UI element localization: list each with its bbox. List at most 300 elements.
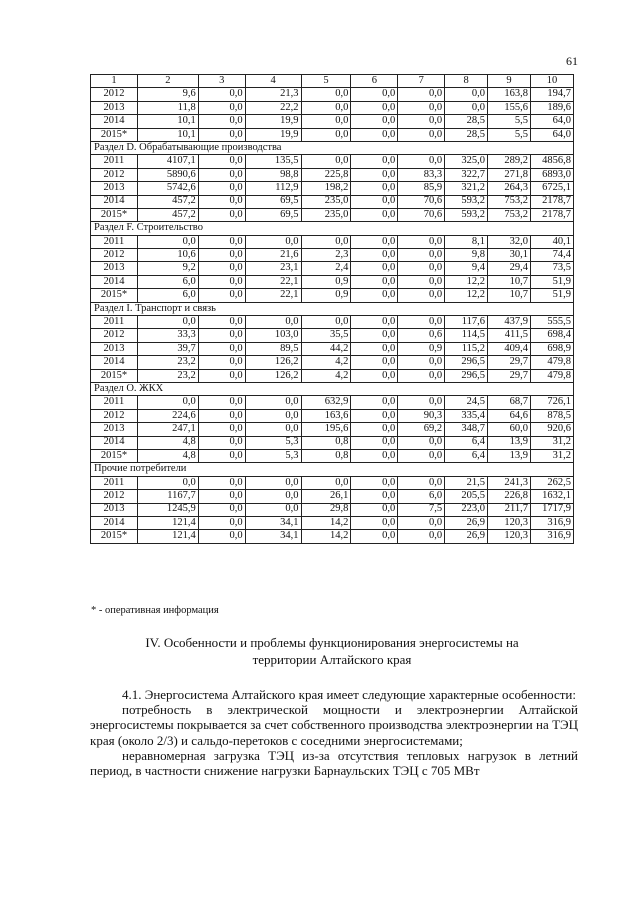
- value-cell: 0,0: [351, 516, 398, 529]
- value-cell: 0,0: [245, 503, 301, 516]
- table-row: [91, 155, 574, 168]
- value-cell: 6,4: [445, 449, 488, 462]
- value-cell: 335,4: [445, 409, 488, 422]
- section-heading: [90, 634, 574, 668]
- value-cell: 205,5: [445, 490, 488, 503]
- table-row: [91, 182, 574, 195]
- value-cell: 135,5: [245, 155, 301, 168]
- value-cell: 70,6: [398, 195, 445, 208]
- year-cell: 2012: [91, 88, 138, 101]
- value-cell: 0,0: [198, 208, 245, 221]
- value-cell: 0,0: [351, 329, 398, 342]
- value-cell: 28,5: [445, 115, 488, 128]
- value-cell: 0,0: [301, 88, 351, 101]
- value-cell: 163,6: [301, 409, 351, 422]
- year-cell: 2012: [91, 409, 138, 422]
- value-cell: 0,0: [398, 275, 445, 288]
- value-cell: 0,8: [301, 436, 351, 449]
- value-cell: 23,2: [137, 356, 198, 369]
- value-cell: 5890,6: [137, 168, 198, 181]
- table-body: [91, 75, 574, 544]
- value-cell: 325,0: [445, 155, 488, 168]
- value-cell: 28,5: [445, 128, 488, 141]
- header-row: [91, 75, 574, 88]
- value-cell: 21,3: [245, 88, 301, 101]
- year-cell: 2015*: [91, 369, 138, 382]
- value-cell: 10,7: [488, 275, 531, 288]
- year-cell: 2012: [91, 168, 138, 181]
- value-cell: 4107,1: [137, 155, 198, 168]
- header-cell: 5: [301, 75, 351, 88]
- value-cell: 195,6: [301, 423, 351, 436]
- value-cell: 7,5: [398, 503, 445, 516]
- year-cell: 2015*: [91, 128, 138, 141]
- value-cell: 264,3: [488, 182, 531, 195]
- year-cell: 2014: [91, 195, 138, 208]
- value-cell: 5742,6: [137, 182, 198, 195]
- table-row: [91, 88, 574, 101]
- value-cell: 0,0: [351, 195, 398, 208]
- table-row: [91, 476, 574, 489]
- value-cell: 69,2: [398, 423, 445, 436]
- value-cell: 457,2: [137, 195, 198, 208]
- value-cell: 0,0: [351, 409, 398, 422]
- value-cell: 878,5: [530, 409, 573, 422]
- value-cell: 155,6: [488, 101, 531, 114]
- value-cell: 0,0: [198, 316, 245, 329]
- value-cell: 13,9: [488, 436, 531, 449]
- year-cell: 2012: [91, 490, 138, 503]
- section-label: Прочие потребители: [91, 463, 574, 476]
- section-label: Раздел D. Обрабатывающие производства: [91, 141, 574, 154]
- year-cell: 2014: [91, 356, 138, 369]
- paragraph: 4.1. Энергосистема Алтайского края имеет следующие характерные особенности:: [122, 687, 577, 702]
- value-cell: 19,9: [245, 128, 301, 141]
- value-cell: 0,0: [398, 262, 445, 275]
- value-cell: 0,0: [198, 195, 245, 208]
- value-cell: 31,2: [530, 436, 573, 449]
- value-cell: 0,0: [398, 88, 445, 101]
- year-cell: 2015*: [91, 289, 138, 302]
- table-row: [91, 128, 574, 141]
- value-cell: 0,0: [301, 155, 351, 168]
- value-cell: 0,8: [301, 449, 351, 462]
- value-cell: 0,0: [198, 490, 245, 503]
- value-cell: 98,8: [245, 168, 301, 181]
- value-cell: 0,0: [198, 155, 245, 168]
- value-cell: 4,8: [137, 449, 198, 462]
- value-cell: 12,2: [445, 275, 488, 288]
- value-cell: 2,4: [301, 262, 351, 275]
- table-row: [91, 115, 574, 128]
- value-cell: 0,0: [445, 101, 488, 114]
- value-cell: 0,0: [198, 329, 245, 342]
- value-cell: 0,0: [351, 316, 398, 329]
- value-cell: 632,9: [301, 396, 351, 409]
- value-cell: 23,1: [245, 262, 301, 275]
- value-cell: 0,0: [198, 356, 245, 369]
- value-cell: 0,9: [301, 289, 351, 302]
- value-cell: 0,0: [351, 342, 398, 355]
- value-cell: 0,0: [198, 423, 245, 436]
- value-cell: 0,0: [351, 490, 398, 503]
- value-cell: 0,0: [398, 289, 445, 302]
- value-cell: 0,0: [351, 369, 398, 382]
- value-cell: 0,0: [351, 155, 398, 168]
- value-cell: 0,0: [398, 369, 445, 382]
- page-number: 61: [566, 54, 578, 68]
- value-cell: 29,7: [488, 369, 531, 382]
- value-cell: 0,0: [301, 316, 351, 329]
- year-cell: 2011: [91, 235, 138, 248]
- value-cell: 19,9: [245, 115, 301, 128]
- value-cell: 39,7: [137, 342, 198, 355]
- header-cell: 1: [91, 75, 138, 88]
- value-cell: 9,2: [137, 262, 198, 275]
- value-cell: 26,9: [445, 516, 488, 529]
- value-cell: 121,4: [137, 516, 198, 529]
- value-cell: 26,9: [445, 530, 488, 543]
- value-cell: 44,2: [301, 342, 351, 355]
- value-cell: 0,0: [351, 182, 398, 195]
- value-cell: 10,1: [137, 128, 198, 141]
- value-cell: 235,0: [301, 195, 351, 208]
- value-cell: 0,0: [351, 88, 398, 101]
- value-cell: 85,9: [398, 182, 445, 195]
- value-cell: 0,0: [351, 423, 398, 436]
- value-cell: 0,0: [351, 168, 398, 181]
- value-cell: 0,0: [198, 436, 245, 449]
- value-cell: 0,0: [245, 316, 301, 329]
- value-cell: 0,9: [301, 275, 351, 288]
- table-row: [91, 249, 574, 262]
- value-cell: 189,6: [530, 101, 573, 114]
- value-cell: 0,0: [137, 235, 198, 248]
- value-cell: 0,0: [398, 316, 445, 329]
- value-cell: 0,0: [245, 490, 301, 503]
- value-cell: 0,0: [351, 115, 398, 128]
- value-cell: 0,0: [245, 235, 301, 248]
- value-cell: 457,2: [137, 208, 198, 221]
- value-cell: 0,6: [398, 329, 445, 342]
- value-cell: 10,7: [488, 289, 531, 302]
- value-cell: 2178,7: [530, 195, 573, 208]
- value-cell: 0,0: [351, 530, 398, 543]
- value-cell: 0,0: [351, 356, 398, 369]
- section-label: Раздел О. ЖКХ: [91, 382, 574, 395]
- value-cell: 4856,8: [530, 155, 573, 168]
- table-row: [91, 342, 574, 355]
- value-cell: 103,0: [245, 329, 301, 342]
- value-cell: 51,9: [530, 289, 573, 302]
- year-cell: 2015*: [91, 208, 138, 221]
- paragraph: потребность в электрической мощности и электроэнергии Алтайской энергосистемы покрывается за счет собственного производства электроэнергии на ТЭЦ края (около 2/3) и сальдо-перетоков с соседними энергосистемами;: [90, 702, 578, 748]
- value-cell: 21,5: [445, 476, 488, 489]
- value-cell: 0,0: [398, 436, 445, 449]
- header-cell: 6: [351, 75, 398, 88]
- value-cell: 225,8: [301, 168, 351, 181]
- value-cell: 0,0: [198, 503, 245, 516]
- year-cell: 2015*: [91, 530, 138, 543]
- value-cell: 211,7: [488, 503, 531, 516]
- value-cell: 247,1: [137, 423, 198, 436]
- body-text: [90, 687, 578, 778]
- value-cell: 0,0: [198, 342, 245, 355]
- value-cell: 68,7: [488, 396, 531, 409]
- value-cell: 0,0: [198, 275, 245, 288]
- section-label: Раздел I. Транспорт и связь: [91, 302, 574, 315]
- value-cell: 112,9: [245, 182, 301, 195]
- value-cell: 73,5: [530, 262, 573, 275]
- value-cell: 1717,9: [530, 503, 573, 516]
- table-row: [91, 275, 574, 288]
- value-cell: 4,8: [137, 436, 198, 449]
- header-cell: 9: [488, 75, 531, 88]
- value-cell: 0,0: [198, 369, 245, 382]
- value-cell: 0,0: [351, 235, 398, 248]
- value-cell: 555,5: [530, 316, 573, 329]
- header-cell: 8: [445, 75, 488, 88]
- section-row: [91, 141, 574, 154]
- value-cell: 121,4: [137, 530, 198, 543]
- value-cell: 289,2: [488, 155, 531, 168]
- value-cell: 64,0: [530, 115, 573, 128]
- value-cell: 31,2: [530, 449, 573, 462]
- value-cell: 23,2: [137, 369, 198, 382]
- section-row: [91, 222, 574, 235]
- table-row: [91, 208, 574, 221]
- value-cell: 0,0: [198, 262, 245, 275]
- value-cell: 26,1: [301, 490, 351, 503]
- value-cell: 0,0: [245, 396, 301, 409]
- table-row: [91, 168, 574, 181]
- value-cell: 0,0: [398, 128, 445, 141]
- table-row: [91, 436, 574, 449]
- footnote: * - оперативная информация: [91, 605, 219, 616]
- value-cell: 0,0: [398, 249, 445, 262]
- section-heading-line-1: IV. Особенности и проблемы функционирования энергосистемы на: [145, 635, 519, 650]
- value-cell: 0,0: [198, 168, 245, 181]
- value-cell: 117,6: [445, 316, 488, 329]
- value-cell: 0,0: [351, 101, 398, 114]
- value-cell: 40,1: [530, 235, 573, 248]
- value-cell: 6,0: [398, 490, 445, 503]
- header-cell: 4: [245, 75, 301, 88]
- value-cell: 0,0: [198, 115, 245, 128]
- value-cell: 6725,1: [530, 182, 573, 195]
- value-cell: 0,0: [198, 289, 245, 302]
- value-cell: 21,6: [245, 249, 301, 262]
- value-cell: 753,2: [488, 208, 531, 221]
- value-cell: 64,0: [530, 128, 573, 141]
- year-cell: 2014: [91, 436, 138, 449]
- value-cell: 30,1: [488, 249, 531, 262]
- value-cell: 0,0: [351, 436, 398, 449]
- value-cell: 409,4: [488, 342, 531, 355]
- table-row: [91, 262, 574, 275]
- year-cell: 2013: [91, 182, 138, 195]
- year-cell: 2013: [91, 423, 138, 436]
- table-row: [91, 369, 574, 382]
- value-cell: 0,0: [137, 316, 198, 329]
- value-cell: 1167,7: [137, 490, 198, 503]
- value-cell: 0,0: [398, 101, 445, 114]
- value-cell: 0,0: [351, 289, 398, 302]
- value-cell: 4,2: [301, 356, 351, 369]
- value-cell: 0,0: [301, 128, 351, 141]
- year-cell: 2011: [91, 396, 138, 409]
- value-cell: 194,7: [530, 88, 573, 101]
- value-cell: 2,3: [301, 249, 351, 262]
- value-cell: 322,7: [445, 168, 488, 181]
- table-row: [91, 516, 574, 529]
- value-cell: 0,0: [198, 88, 245, 101]
- value-cell: 32,0: [488, 235, 531, 248]
- value-cell: 698,9: [530, 342, 573, 355]
- table-row: [91, 409, 574, 422]
- value-cell: 5,3: [245, 436, 301, 449]
- value-cell: 9,8: [445, 249, 488, 262]
- value-cell: 0,0: [351, 476, 398, 489]
- value-cell: 0,0: [245, 409, 301, 422]
- value-cell: 920,6: [530, 423, 573, 436]
- value-cell: 13,9: [488, 449, 531, 462]
- value-cell: 8,1: [445, 235, 488, 248]
- value-cell: 29,8: [301, 503, 351, 516]
- consumption-table: [90, 74, 574, 544]
- value-cell: 223,0: [445, 503, 488, 516]
- value-cell: 69,5: [245, 195, 301, 208]
- value-cell: 0,0: [445, 88, 488, 101]
- table-row: [91, 101, 574, 114]
- value-cell: 0,0: [137, 396, 198, 409]
- value-cell: 0,0: [351, 275, 398, 288]
- value-cell: 0,0: [198, 449, 245, 462]
- table-row: [91, 195, 574, 208]
- value-cell: 70,6: [398, 208, 445, 221]
- value-cell: 262,5: [530, 476, 573, 489]
- value-cell: 10,6: [137, 249, 198, 262]
- value-cell: 224,6: [137, 409, 198, 422]
- value-cell: 114,5: [445, 329, 488, 342]
- value-cell: 479,8: [530, 356, 573, 369]
- value-cell: 35,5: [301, 329, 351, 342]
- value-cell: 6,4: [445, 436, 488, 449]
- section-label: Раздел F. Строительство: [91, 222, 574, 235]
- value-cell: 411,5: [488, 329, 531, 342]
- value-cell: 0,0: [398, 530, 445, 543]
- year-cell: 2014: [91, 115, 138, 128]
- value-cell: 22,1: [245, 275, 301, 288]
- value-cell: 0,0: [198, 396, 245, 409]
- value-cell: 0,0: [351, 396, 398, 409]
- year-cell: 2014: [91, 275, 138, 288]
- value-cell: 0,0: [137, 476, 198, 489]
- value-cell: 296,5: [445, 369, 488, 382]
- value-cell: 34,1: [245, 530, 301, 543]
- value-cell: 0,0: [351, 449, 398, 462]
- section-row: [91, 463, 574, 476]
- value-cell: 64,6: [488, 409, 531, 422]
- value-cell: 321,2: [445, 182, 488, 195]
- value-cell: 11,8: [137, 101, 198, 114]
- value-cell: 235,0: [301, 208, 351, 221]
- value-cell: 0,0: [198, 128, 245, 141]
- value-cell: 0,0: [301, 115, 351, 128]
- value-cell: 4,2: [301, 369, 351, 382]
- value-cell: 593,2: [445, 195, 488, 208]
- value-cell: 241,3: [488, 476, 531, 489]
- section-row: [91, 302, 574, 315]
- value-cell: 89,5: [245, 342, 301, 355]
- value-cell: 0,0: [198, 249, 245, 262]
- value-cell: 29,7: [488, 356, 531, 369]
- year-cell: 2011: [91, 155, 138, 168]
- value-cell: 0,0: [301, 235, 351, 248]
- value-cell: 0,0: [398, 155, 445, 168]
- value-cell: 126,2: [245, 356, 301, 369]
- value-cell: 24,5: [445, 396, 488, 409]
- table-row: [91, 396, 574, 409]
- header-cell: 2: [137, 75, 198, 88]
- value-cell: 0,0: [351, 249, 398, 262]
- value-cell: 34,1: [245, 516, 301, 529]
- value-cell: 0,0: [398, 235, 445, 248]
- value-cell: 0,0: [398, 516, 445, 529]
- table-row: [91, 423, 574, 436]
- value-cell: 296,5: [445, 356, 488, 369]
- value-cell: 163,8: [488, 88, 531, 101]
- value-cell: 271,8: [488, 168, 531, 181]
- value-cell: 33,3: [137, 329, 198, 342]
- year-cell: 2011: [91, 476, 138, 489]
- table-row: [91, 316, 574, 329]
- table-row: [91, 329, 574, 342]
- section-heading-line-2: территории Алтайского края: [252, 652, 412, 667]
- value-cell: 29,4: [488, 262, 531, 275]
- value-cell: 5,5: [488, 115, 531, 128]
- value-cell: 5,3: [245, 449, 301, 462]
- value-cell: 0,0: [351, 128, 398, 141]
- value-cell: 22,1: [245, 289, 301, 302]
- value-cell: 1632,1: [530, 490, 573, 503]
- value-cell: 1245,9: [137, 503, 198, 516]
- year-cell: 2013: [91, 101, 138, 114]
- year-cell: 2014: [91, 516, 138, 529]
- value-cell: 0,9: [398, 342, 445, 355]
- year-cell: 2013: [91, 342, 138, 355]
- value-cell: 14,2: [301, 516, 351, 529]
- value-cell: 2178,7: [530, 208, 573, 221]
- value-cell: 0,0: [398, 356, 445, 369]
- header-cell: 10: [530, 75, 573, 88]
- year-cell: 2011: [91, 316, 138, 329]
- value-cell: 60,0: [488, 423, 531, 436]
- value-cell: 348,7: [445, 423, 488, 436]
- value-cell: 6,0: [137, 289, 198, 302]
- value-cell: 6,0: [137, 275, 198, 288]
- table-row: [91, 289, 574, 302]
- value-cell: 115,2: [445, 342, 488, 355]
- year-cell: 2013: [91, 262, 138, 275]
- value-cell: 83,3: [398, 168, 445, 181]
- value-cell: 0,0: [245, 476, 301, 489]
- value-cell: 726,1: [530, 396, 573, 409]
- table-row: [91, 503, 574, 516]
- value-cell: 51,9: [530, 275, 573, 288]
- year-cell: 2012: [91, 329, 138, 342]
- value-cell: 198,2: [301, 182, 351, 195]
